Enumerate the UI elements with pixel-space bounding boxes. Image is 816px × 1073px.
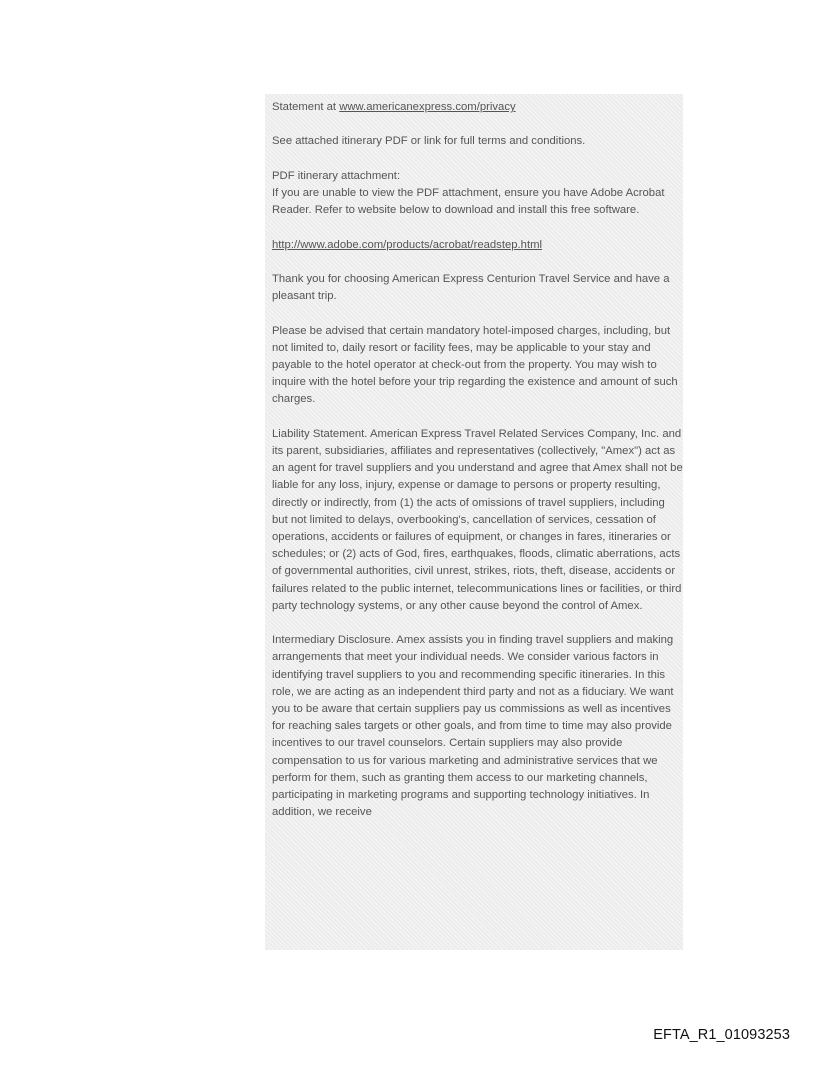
pdf-attachment-section (272, 168, 683, 220)
pdf-heading: PDF itinerary attachment: (272, 169, 401, 182)
itinerary-note: See attached itinerary PDF or link for full terms and conditions. (272, 135, 586, 148)
thank-you-paragraph: Thank you for choosing American Express Centurion Travel Service and have a pleasant trip. (272, 272, 670, 303)
intermediary-disclosure-paragraph: Intermediary Disclosure. Amex assists you in finding travel suppliers and making arrangements that meet your individual needs. We consider various factors in identifying travel suppliers to you and recommending specific itineraries. In this role, we are acting as an independent third party and not as a fiduciary. We want you to be aware that certain suppliers pay us commissions as well as incentives for reaching sales targets or other goals, and from time to time may also provide incentives to our travel counselors. Certain suppliers may also provide compensation to us for various marketing and administrative services that we perform for them, such as granting them access to our marketing channels, participating in marketing programs and supporting technology initiatives. In addition, we receive (272, 634, 674, 819)
adobe-download-link[interactable]: http://www.adobe.com/products/acrobat/readstep.html (272, 238, 543, 251)
privacy-prefix: Statement at (272, 101, 340, 113)
document-id-footer: EFTA_R1_01093253 (653, 1027, 790, 1043)
privacy-link[interactable]: www.americanexpress.com/privacy (339, 101, 516, 113)
hotel-charges-paragraph: Please be advised that certain mandatory hotel-imposed charges, including, but not limited to, daily resort or facility fees, may be applicable to your stay and payable to the hotel operator at check-out from the property. You may wish to inquire with the hotel before your trip regarding the existence and amount of such charges. (272, 324, 678, 406)
privacy-statement-line (272, 99, 683, 116)
pdf-instructions: If you are unable to view the PDF attachment, ensure you have Adobe Acrobat Reader. Refer to website below to download and install this free software. (272, 186, 665, 217)
adobe-link-line (272, 237, 683, 254)
liability-statement-paragraph: Liability Statement. American Express Travel Related Services Company, Inc. and its parent, subsidiaries, affiliates and representatives (collectively, "Amex") act as an agent for travel suppliers and you understand and agree that Amex shall not be liable for any loss, injury, expense or damage to persons or property resulting, directly or indirectly, from (1) the acts of omissions of travel suppliers, including but not limited to delays, overbooking's, cancellation of services, cessation of operations, accidents or failures of equipment, or changes in fares, itineraries or schedules; or (2) acts of God, fires, earthquakes, floods, climatic aberrations, acts of governmental authorities, civil unrest, strikes, riots, theft, disease, accidents or failures related to the public internet, telecommunications lines or facilities, or third party technology systems, or any other cause beyond the control of Amex. (272, 427, 683, 612)
email-body-block (265, 94, 683, 950)
